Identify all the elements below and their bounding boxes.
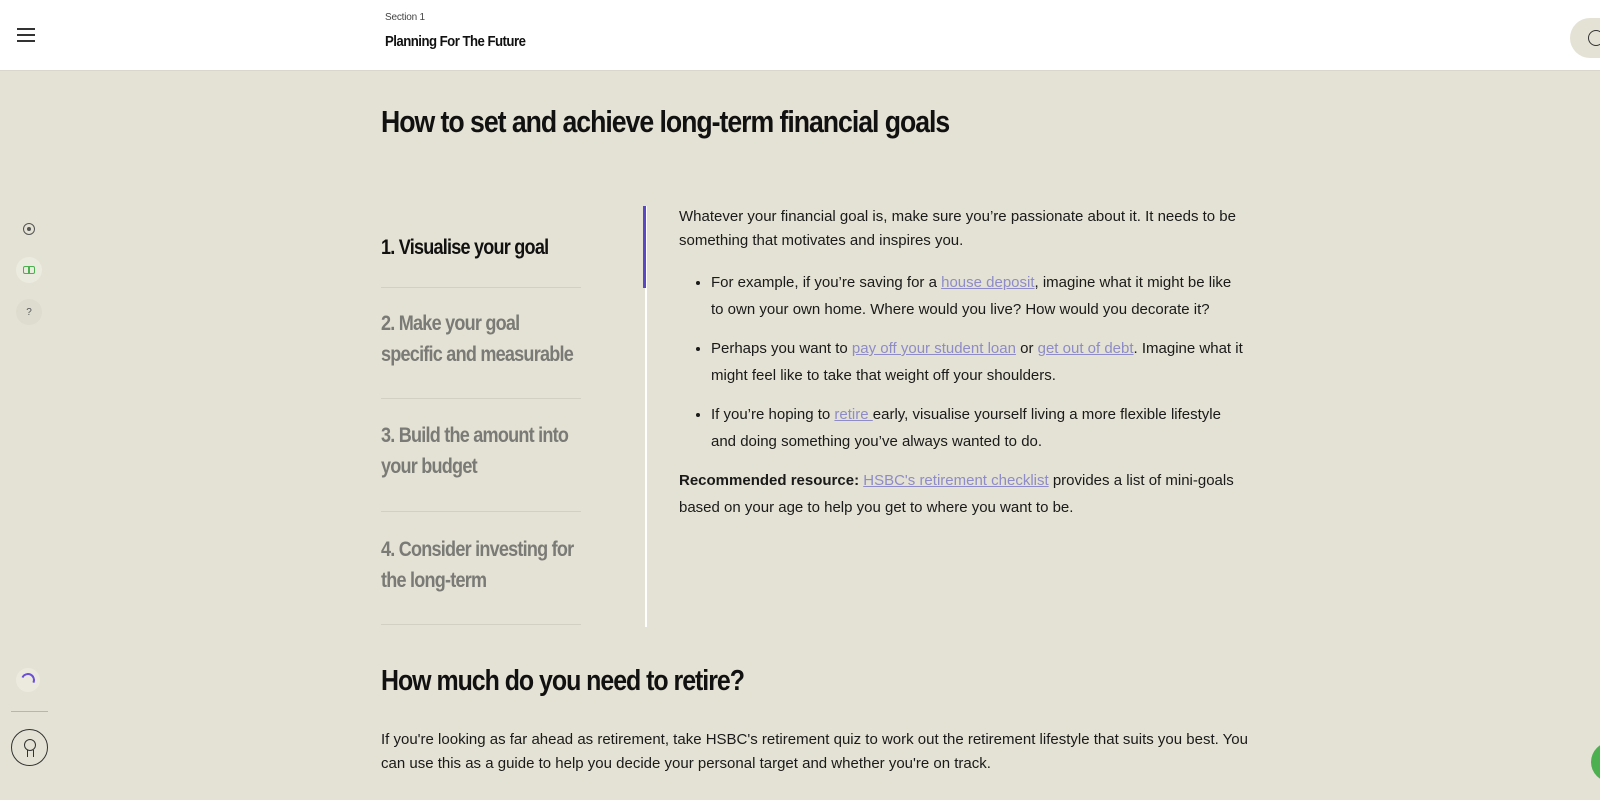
spinner-icon (16, 668, 40, 692)
list-item (711, 401, 1244, 455)
book-icon[interactable] (16, 257, 42, 283)
target-icon[interactable] (16, 216, 42, 242)
steps-list (381, 206, 581, 625)
section2-title: How much do you need to retire? (381, 665, 744, 697)
debt-link[interactable]: get out of debt (1037, 340, 1134, 357)
step-investing[interactable] (381, 512, 581, 625)
bullet-list (711, 269, 1244, 455)
text: or (1015, 340, 1038, 357)
student-loan-link[interactable]: pay off your student loan (851, 340, 1016, 357)
section-title: Planning For The Future (385, 33, 526, 50)
step-budget[interactable] (381, 399, 581, 512)
active-step-indicator (643, 206, 646, 288)
list-item (711, 269, 1244, 323)
recommended-resource (679, 467, 1244, 521)
section-kicker: Section 1 (385, 12, 425, 23)
section2-body: If you're looking as far ahead as retirement, take HSBC's retirement quiz to work out the retirement lifestyle that suits you best. You can use this as a guide to help you decide your personal target and whether you're on track. (381, 731, 1248, 772)
step-label: 1. Visualise your goal (381, 236, 549, 259)
step-label: 3. Build the amount into your budget (381, 424, 569, 478)
page-title: How to set and achieve long-term financial goals (381, 104, 950, 139)
chat-button[interactable] (1591, 742, 1600, 782)
step-content (679, 205, 1244, 521)
question-icon[interactable] (16, 299, 42, 325)
list-item (711, 335, 1244, 389)
question-label: ? (26, 306, 32, 318)
retirement-checklist-link[interactable]: HSBC's retirement checklist (863, 472, 1049, 489)
recommended-label: Recommended resource: (679, 472, 860, 489)
help-circle-icon (1588, 30, 1600, 46)
help-button[interactable] (1570, 18, 1600, 58)
house-deposit-link[interactable]: house deposit (941, 274, 1035, 291)
retire-link[interactable]: retire (834, 406, 873, 423)
text: , imagine what it might be like to own your own home. Where would you live? How would you decorate it? (711, 274, 1232, 318)
text: early, visualise yourself living a more flexible lifestyle and doing something you’ve always wanted to do. (711, 406, 1221, 450)
top-bar (0, 0, 1600, 71)
text: Perhaps you want to (711, 340, 852, 357)
step-label: 2. Make your goal specific and measurable (381, 312, 573, 366)
hamburger-icon[interactable] (17, 28, 39, 46)
text: . Imagine what it might feel like to take that weight off your shoulders. (711, 340, 1243, 384)
step-specific[interactable] (381, 288, 581, 399)
lead-paragraph: Whatever your financial goal is, make sure you’re passionate about it. It needs to be something that motivates and inspires you. (679, 208, 1236, 249)
step-visualise[interactable] (381, 206, 581, 288)
text: provides a list of mini-goals based on your age to help you get to where you want to be. (679, 472, 1234, 516)
award-icon[interactable] (11, 729, 48, 766)
rail-divider (11, 711, 48, 712)
text: If you’re hoping to (711, 406, 835, 423)
step-label: 4. Consider investing for the long-term (381, 538, 574, 592)
text: For example, if you’re saving for a (711, 274, 942, 291)
